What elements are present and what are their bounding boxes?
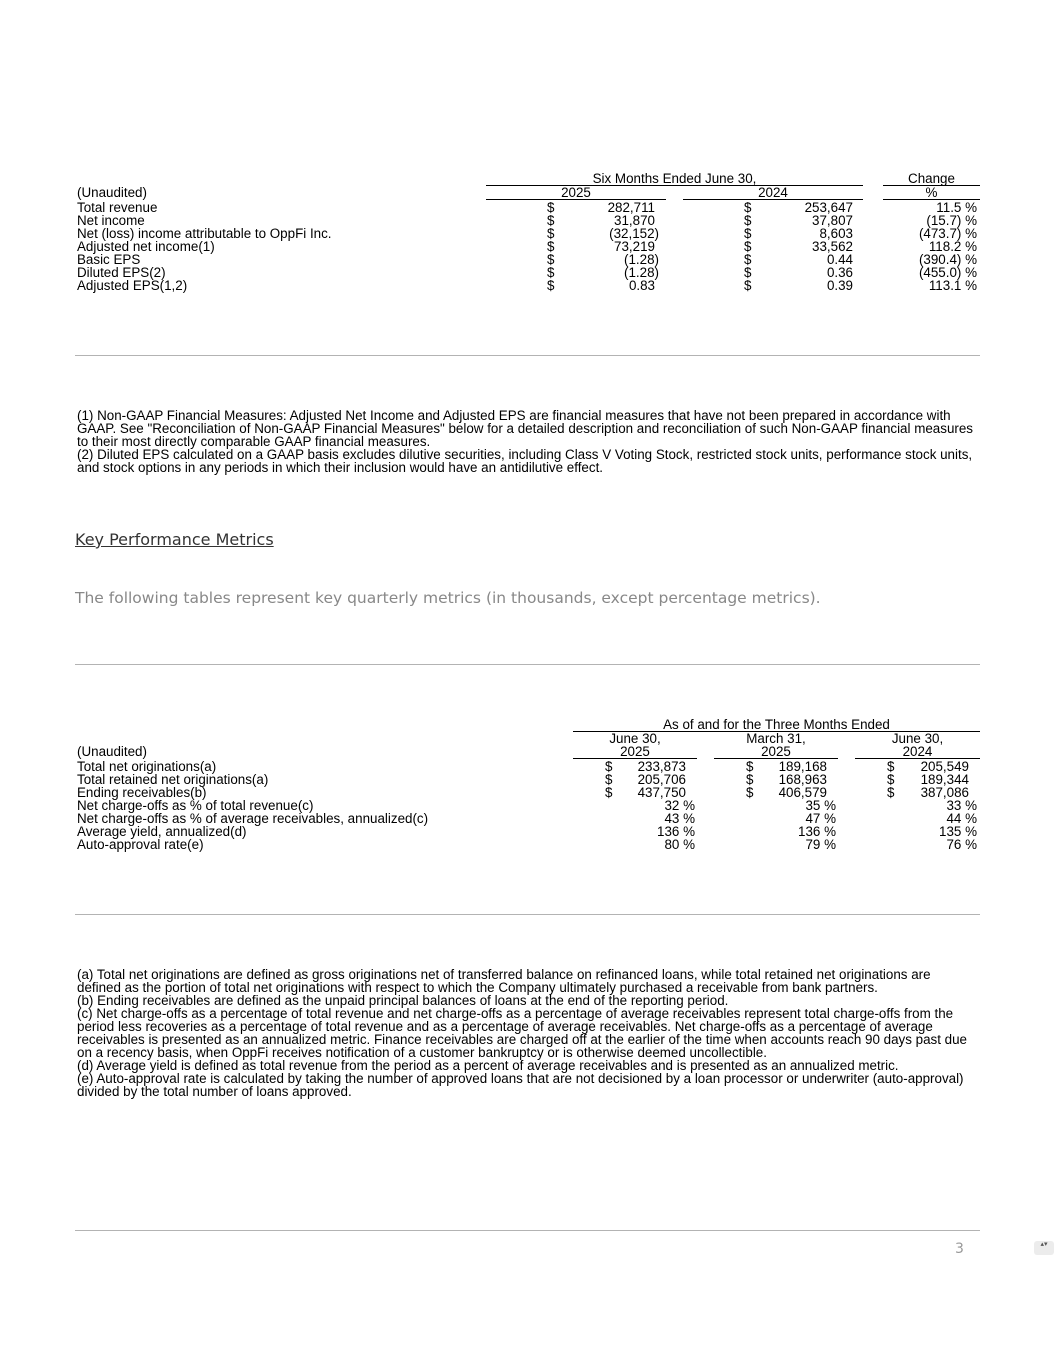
change-value: 118.2 % — [928, 239, 977, 254]
value-col-3: 76 % — [946, 837, 977, 852]
value-2024: 0.36 — [826, 265, 853, 280]
col-2024-header: 2024 — [758, 185, 788, 200]
value-2024: 33,562 — [812, 239, 853, 254]
change-value: 113.1 % — [928, 278, 977, 293]
currency-symbol: $ — [744, 239, 752, 254]
value-col-2: 35 % — [805, 798, 836, 813]
financial-footnotes — [77, 409, 977, 474]
currency-symbol: $ — [547, 226, 555, 241]
currency-symbol: $ — [746, 772, 754, 787]
value-col-2: 136 % — [798, 824, 836, 839]
value-col-1: 80 % — [664, 837, 695, 852]
row-label: Total retained net originations(a) — [77, 772, 269, 787]
value-col-3: 205,549 — [920, 759, 969, 774]
value-col-2: 189,168 — [778, 759, 827, 774]
footnote-c: (c) Net charge-offs as a percentage of total revenue and net charge-offs as a percentage of average receivables represent total charge-offs from the period less recoveries as a percentage of total revenue and as a percentage of average receivables. Net charge-offs as a percentage of average receivables is presented as an annualized metric. Finance receivables are charged off at the earlier of the time when accounts reach 90 days past due on a recency basis, when OppFi receives notification of a customer bankruptcy or is otherwise deemed uncollectible. — [77, 1006, 967, 1060]
footnote-e: (e) Auto-approval rate is calculated by taking the number of approved loans that are not decisioned by a loan processor or underwriter (auto-approval) divided by the total number of loans approved. — [77, 1071, 964, 1099]
currency-symbol: $ — [547, 265, 555, 280]
value-2025: 0.83 — [628, 278, 655, 293]
footnote-2: (2) Diluted EPS calculated on a GAAP basis excludes dilutive securities, including Class V Voting Stock, restricted stock units, performance stock units, and stock options in any periods in which their inclusion would have an antidilutive effect. — [77, 447, 973, 475]
col-2025-header: 2025 — [561, 185, 591, 200]
change-value: 11.5 % — [936, 200, 977, 215]
value-col-2: 406,579 — [778, 785, 827, 800]
col-1-header-line1: June 30, — [609, 731, 661, 746]
currency-symbol: $ — [547, 213, 555, 228]
currency-symbol: $ — [547, 278, 555, 293]
section-divider — [75, 355, 980, 356]
change-value: (390.4) % — [918, 252, 977, 267]
currency-symbol: $ — [744, 252, 752, 267]
three-months-period-header: As of and for the Three Months Ended — [663, 717, 890, 732]
value-col-1: 437,750 — [637, 785, 686, 800]
row-label: Net income — [77, 213, 145, 228]
value-2024: 0.39 — [826, 278, 853, 293]
currency-symbol: $ — [605, 772, 613, 787]
col-3-header-line2: 2024 — [902, 744, 933, 759]
value-2025: (32,152) — [609, 226, 659, 241]
row-label: Total net originations(a) — [77, 759, 217, 774]
section-divider — [75, 664, 980, 665]
row-label: Net (loss) income attributable to OppFi Inc. — [77, 226, 332, 241]
value-2024: 0.44 — [826, 252, 853, 267]
value-2024: 37,807 — [812, 213, 853, 228]
col-3-header-line1: June 30, — [891, 731, 944, 746]
currency-symbol: $ — [746, 785, 754, 800]
value-col-3: 33 % — [946, 798, 977, 813]
key-performance-metrics-heading: Key Performance Metrics — [75, 530, 274, 549]
row-label: Basic EPS — [77, 252, 141, 267]
value-col-1: 136 % — [657, 824, 695, 839]
value-col-2: 79 % — [805, 837, 836, 852]
currency-symbol: $ — [746, 759, 754, 774]
value-col-2: 47 % — [805, 811, 836, 826]
currency-symbol: $ — [744, 200, 752, 215]
unaudited-label: (Unaudited) — [77, 185, 147, 200]
change-value: (473.7) % — [918, 226, 977, 241]
value-col-2: 168,963 — [778, 772, 827, 787]
currency-symbol: $ — [547, 200, 555, 215]
footnote-1: (1) Non-GAAP Financial Measures: Adjusted Net Income and Adjusted EPS are financial measures that have not been prepared in accordance with GAAP. See "Reconciliation of Non-GAAP Financial Measures" below for a detailed description and reconciliation of such Non-GAAP financial measures to their most directly comparable GAAP financial measures. — [77, 408, 973, 449]
value-2025: 282,711 — [607, 200, 655, 215]
currency-symbol: $ — [887, 759, 895, 774]
currency-symbol: $ — [605, 759, 613, 774]
value-2025: (1.28) — [624, 265, 659, 280]
col-2-header-line1: March 31, — [746, 731, 806, 746]
col-pct-header: % — [925, 185, 938, 200]
col-2-header-line2: 2025 — [761, 744, 791, 759]
currency-symbol: $ — [547, 252, 555, 267]
footnote-a: (a) Total net originations are defined as gross originations net of transferred balance on refinanced loans, while total retained net originations are defined as the portion of total net originations with respect to which the Company ultimately purchased a receivable from bank partners. — [77, 967, 931, 995]
currency-symbol: $ — [744, 213, 752, 228]
page-scroll-control[interactable]: ▴▾ — [1034, 1241, 1054, 1255]
value-col-1: 205,706 — [637, 772, 686, 787]
value-col-1: 43 % — [664, 811, 695, 826]
row-label: Diluted EPS(2) — [77, 265, 166, 280]
row-label: Auto-approval rate(e) — [77, 837, 204, 852]
section-description: The following tables represent key quarterly metrics (in thousands, except percentage metrics). — [75, 589, 821, 607]
value-col-3: 44 % — [946, 811, 977, 826]
currency-symbol: $ — [744, 265, 752, 280]
value-col-1: 32 % — [664, 798, 695, 813]
currency-symbol: $ — [744, 278, 752, 293]
row-label: Ending receivables(b) — [77, 785, 207, 800]
row-label: Net charge-offs as % of average receivables, annualized(c) — [77, 811, 429, 826]
value-col-3: 135 % — [939, 824, 977, 839]
page-number: 3 — [955, 1241, 964, 1257]
value-2025: 31,870 — [614, 213, 655, 228]
row-label: Average yield, annualized(d) — [77, 824, 247, 839]
section-divider — [75, 914, 980, 915]
footnote-b: (b) Ending receivables are defined as the unpaid principal balances of loans at the end of the reporting period. — [77, 993, 729, 1008]
value-col-3: 387,086 — [920, 785, 969, 800]
value-col-3: 189,344 — [920, 772, 969, 787]
six-months-period-header: Six Months Ended June 30, — [592, 171, 757, 186]
unaudited-label: (Unaudited) — [77, 744, 147, 759]
change-header: Change — [908, 171, 955, 186]
six-months-table — [77, 172, 982, 297]
row-label: Total revenue — [77, 200, 158, 215]
currency-symbol: $ — [744, 226, 752, 241]
metric-footnotes — [77, 968, 977, 1098]
footer-divider — [75, 1230, 980, 1231]
change-value: (455.0) % — [918, 265, 977, 280]
value-2025: (1.28) — [624, 252, 659, 267]
currency-symbol: $ — [887, 772, 895, 787]
key-metrics-table — [77, 718, 982, 853]
currency-symbol: $ — [547, 239, 555, 254]
value-col-1: 233,873 — [637, 759, 686, 774]
footnote-d: (d) Average yield is defined as total revenue from the period as a percent of average receivables and is presented as an annualized metric. — [77, 1058, 899, 1073]
currency-symbol: $ — [887, 785, 895, 800]
currency-symbol: $ — [605, 785, 613, 800]
change-value: (15.7) % — [926, 213, 977, 228]
value-2024: 8,603 — [819, 226, 853, 241]
value-2024: 253,647 — [804, 200, 853, 215]
row-label: Adjusted net income(1) — [77, 239, 215, 254]
value-2025: 73,219 — [614, 239, 655, 254]
col-1-header-line2: 2025 — [620, 744, 650, 759]
row-label: Adjusted EPS(1,2) — [77, 278, 188, 293]
row-label: Net charge-offs as % of total revenue(c) — [77, 798, 314, 813]
